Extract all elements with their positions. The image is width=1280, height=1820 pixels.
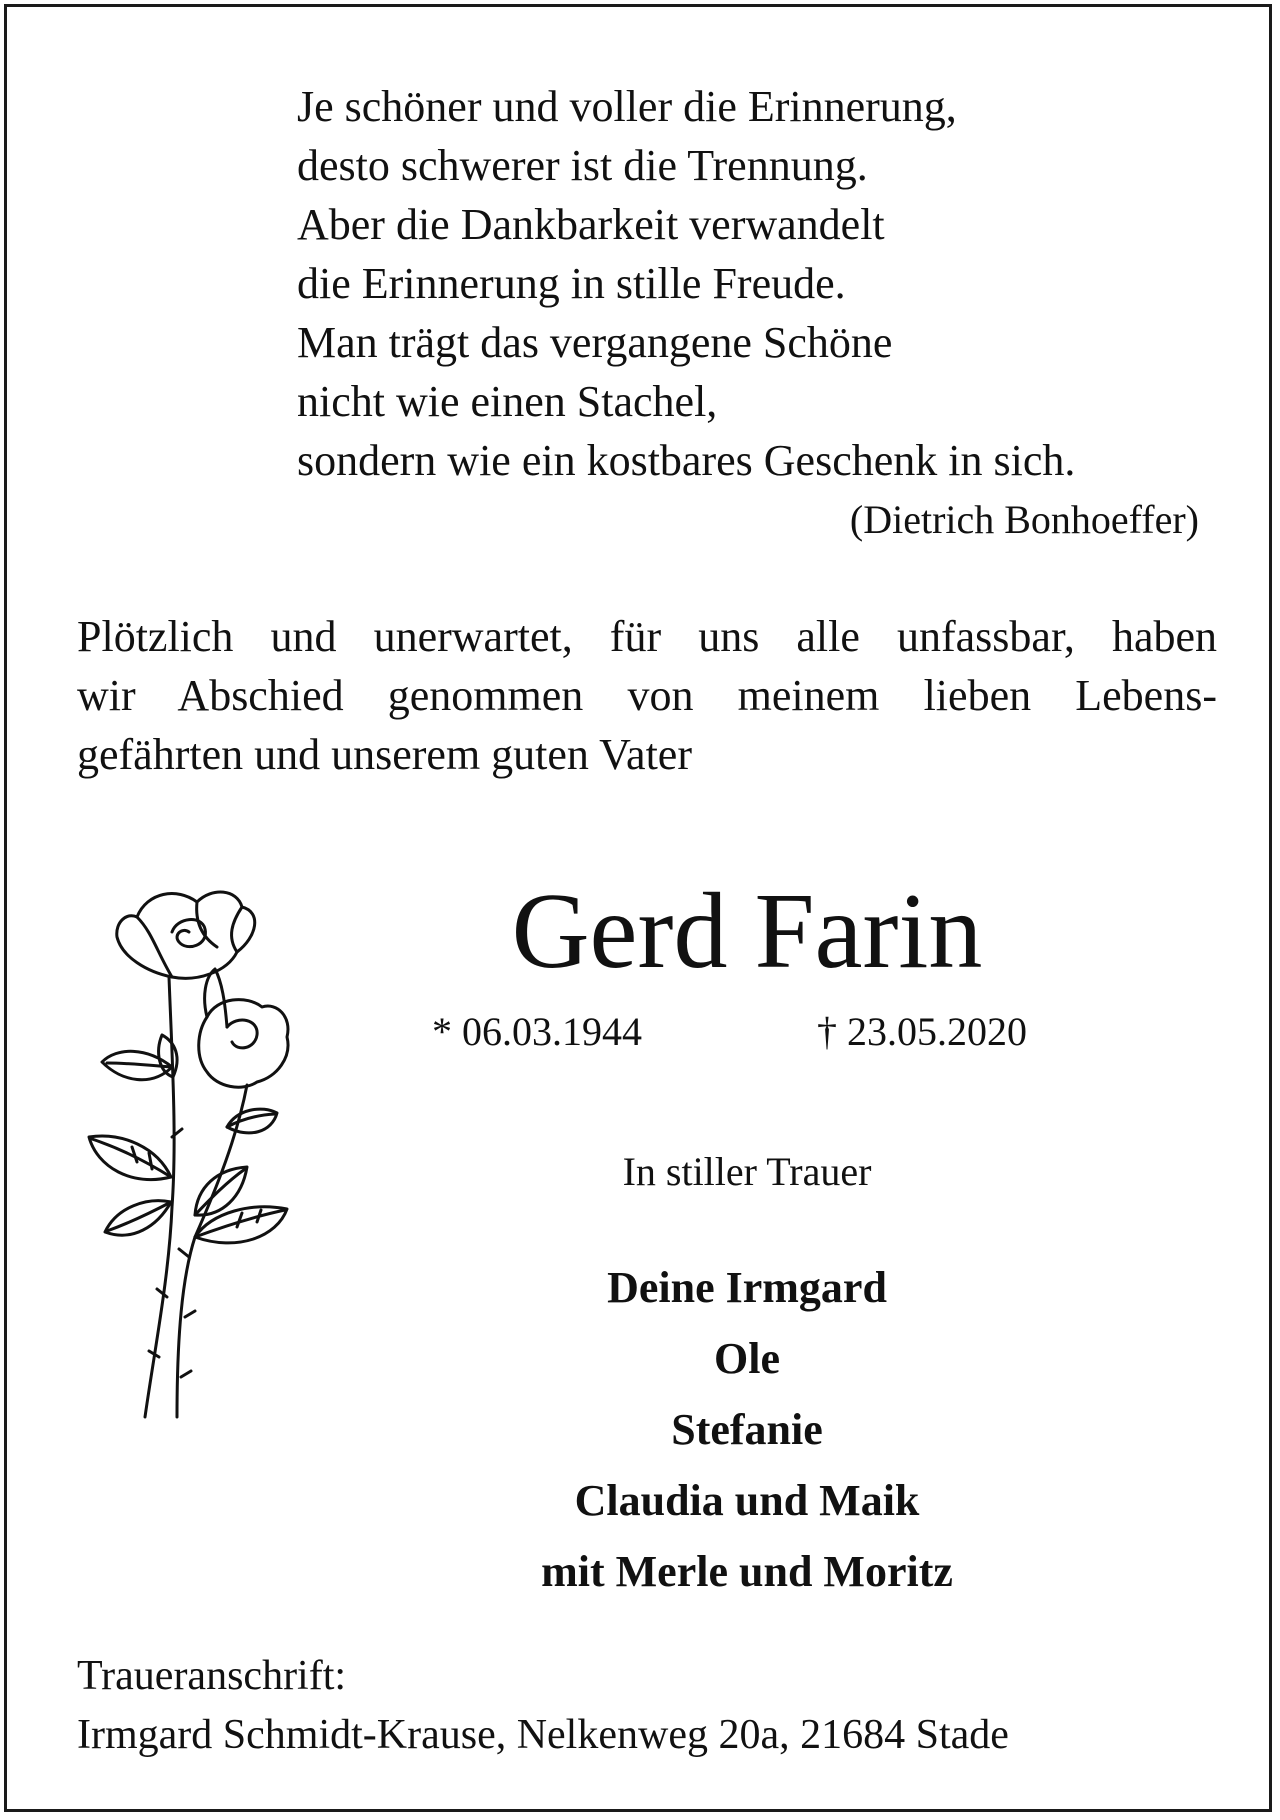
- death-date: † 23.05.2020: [817, 1009, 1027, 1054]
- birth-date: * 06.03.1944: [432, 1009, 642, 1054]
- address-value: Irmgard Schmidt-Krause, Nelkenweg 20a, 21684 Stade: [77, 1712, 1009, 1758]
- family-list: [367, 1252, 1127, 1607]
- intro-line: wir Abschied genommen von meinem lieben Lebens-: [77, 671, 1217, 720]
- family-member: Stefanie: [671, 1405, 823, 1454]
- poem-line: desto schwerer ist die Trennung.: [297, 141, 868, 190]
- intro-line: Plötzlich und unerwartet, für uns alle unfassbar, haben: [77, 612, 1217, 661]
- rose-icon: [77, 877, 337, 1437]
- family-member: Ole: [714, 1334, 780, 1383]
- address-label: Traueranschrift:: [77, 1653, 347, 1699]
- poem-line: sondern wie ein kostbares Geschenk in sich.: [297, 436, 1076, 485]
- family-member: mit Merle und Moritz: [541, 1547, 953, 1596]
- poem-line: nicht wie einen Stachel,: [297, 377, 718, 426]
- poem-line: Aber die Dankbarkeit verwandelt: [297, 200, 885, 249]
- family-member: Claudia und Maik: [574, 1476, 920, 1525]
- poem-attribution: (Dietrich Bonhoeffer): [849, 497, 1199, 542]
- intro-line: gefährten und unserem guten Vater: [77, 730, 692, 779]
- poem-line: Je schöner und voller die Erinnerung,: [297, 82, 957, 131]
- family-member: Deine Irmgard: [607, 1263, 887, 1312]
- obituary-notice: [4, 4, 1272, 1812]
- poem: [297, 77, 1075, 490]
- deceased-name: Gerd Farin: [511, 872, 983, 991]
- mourning-address: [77, 1647, 1009, 1765]
- poem-line: Man trägt das vergangene Schöne: [297, 318, 893, 367]
- poem-line: die Erinnerung in stille Freude.: [297, 259, 846, 308]
- intro-text: [77, 607, 1217, 784]
- mourning-text: In stiller Trauer: [622, 1149, 872, 1194]
